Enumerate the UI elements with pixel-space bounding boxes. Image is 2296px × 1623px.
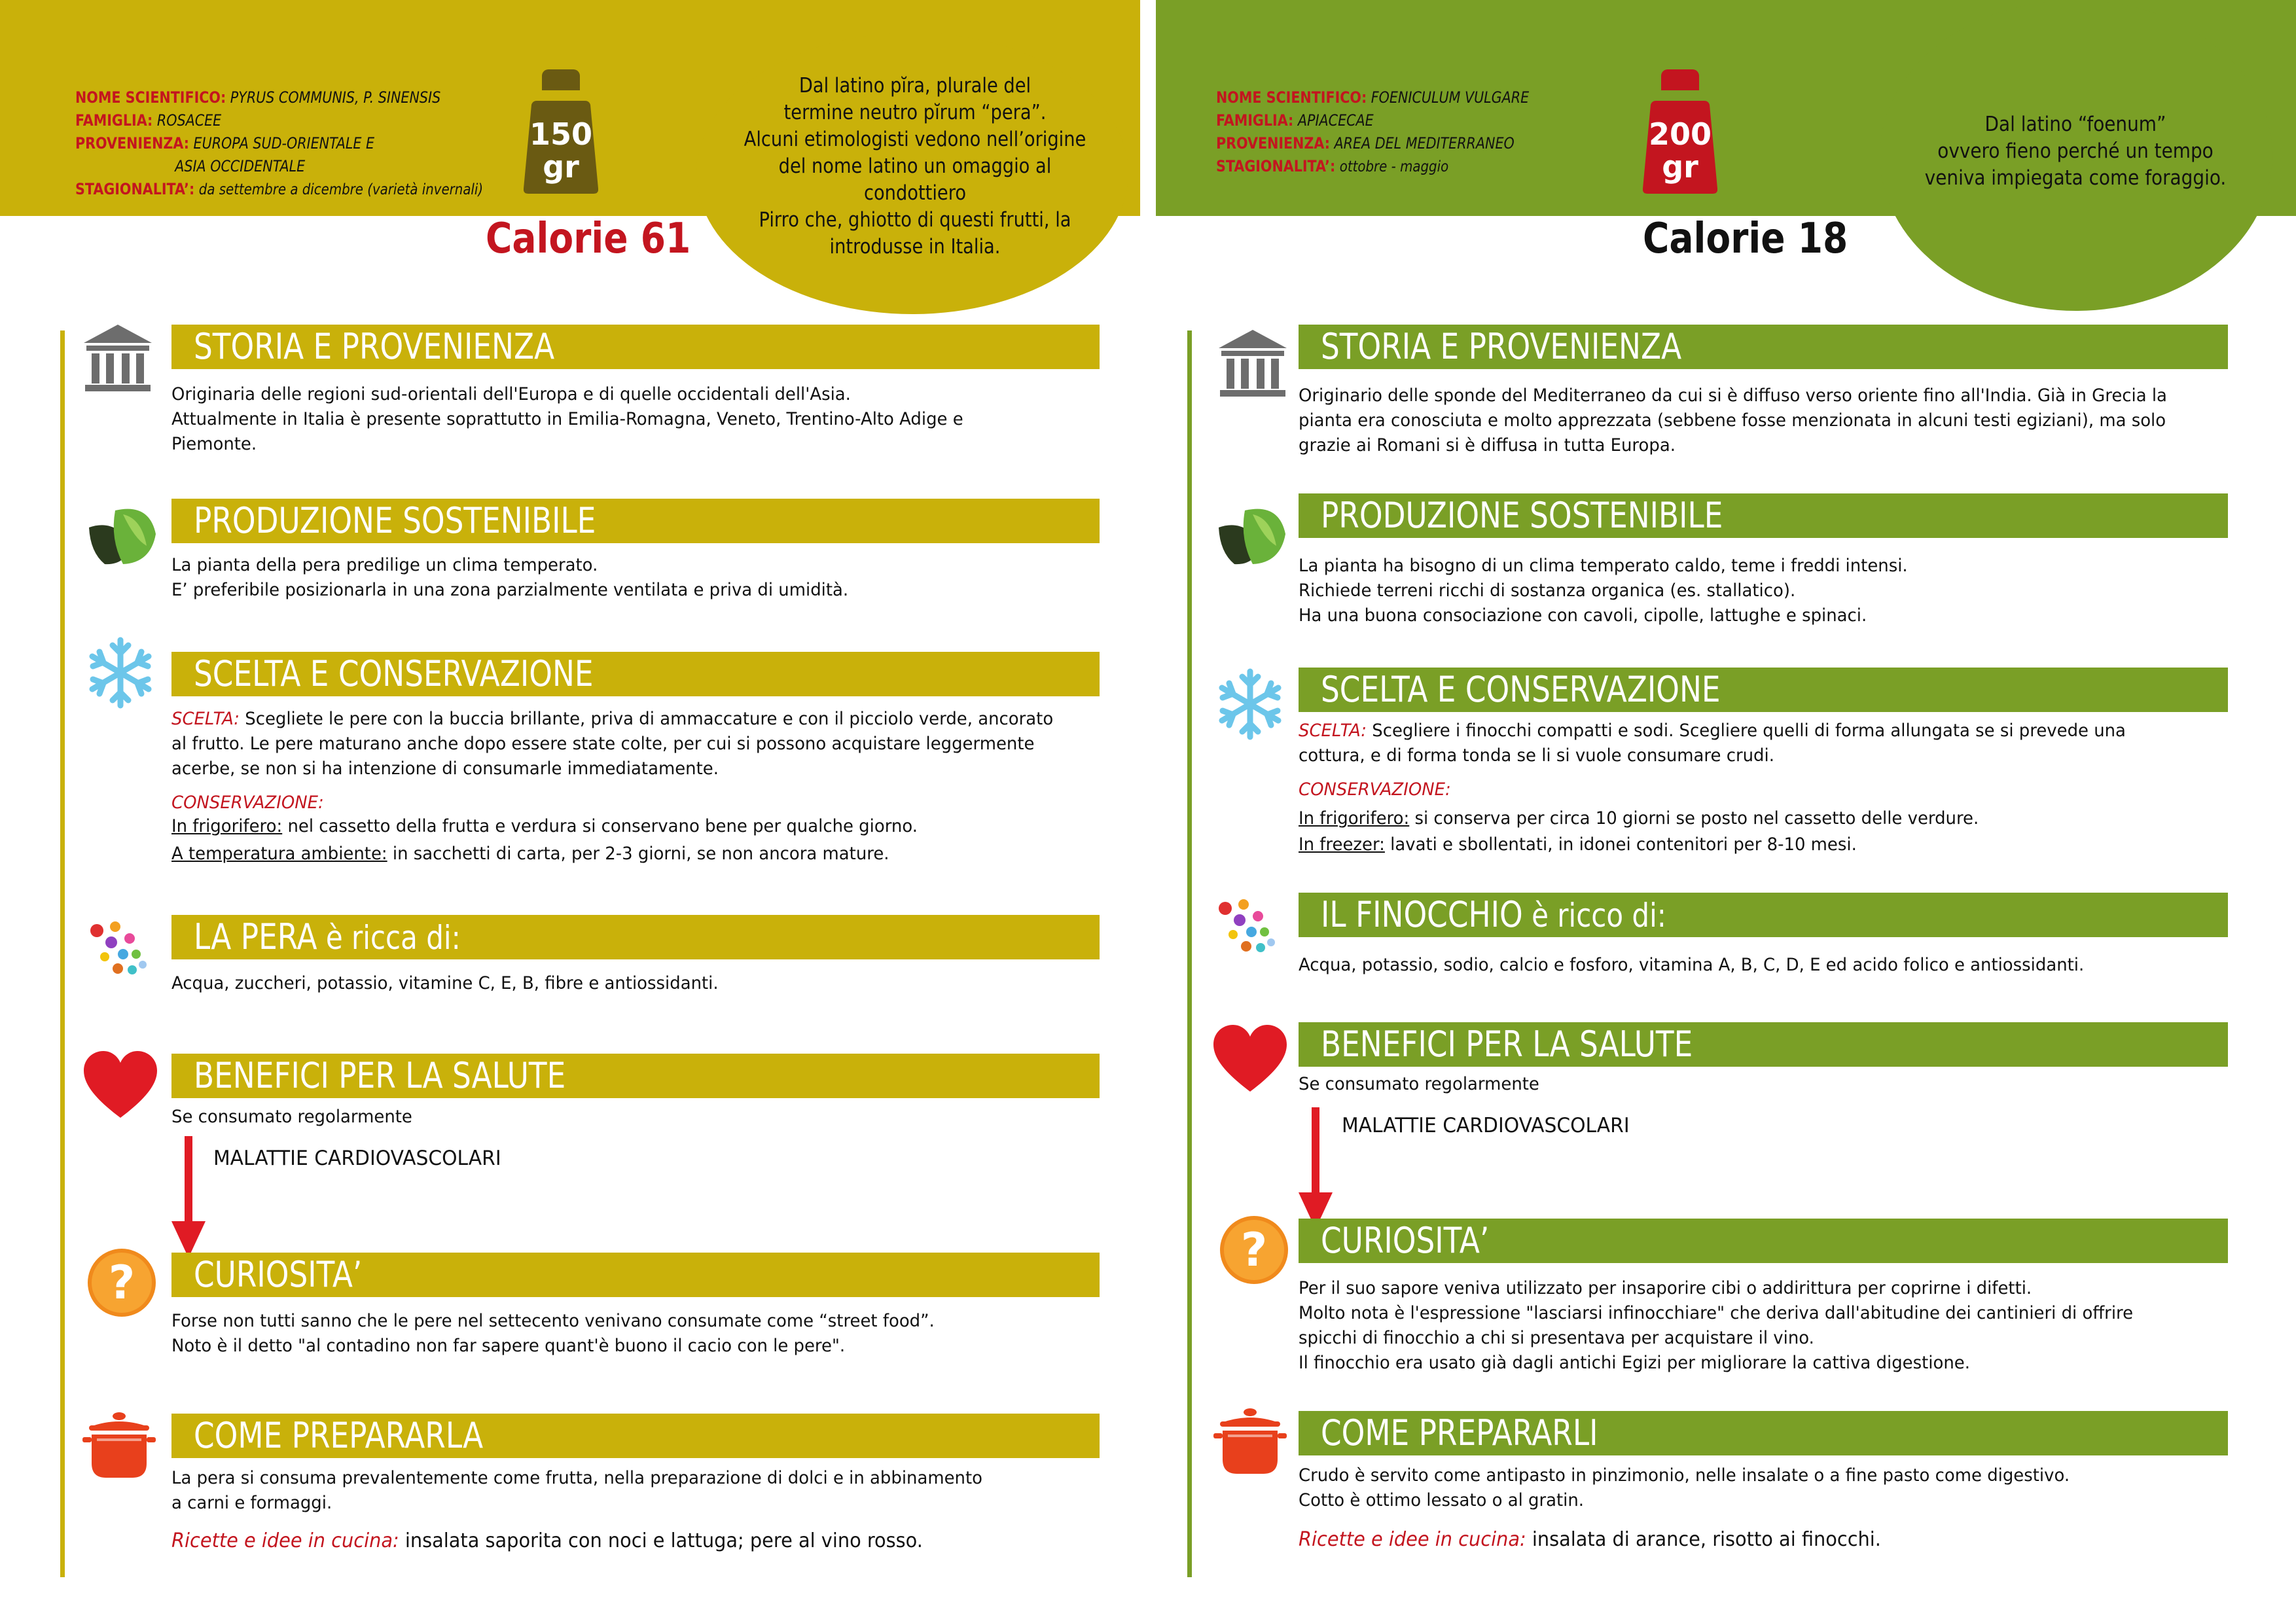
section-text-produzione: La pianta della pera predilige un clima temperato. E’ preferibile posizionarla in una zona parzialmente ventilata e priva di umidità. bbox=[171, 555, 849, 600]
weight-unit: gr bbox=[543, 149, 579, 185]
section-bar-benefici bbox=[171, 1054, 1100, 1098]
ricette-label: Ricette e idee in cucina: bbox=[171, 1529, 399, 1552]
section-text-ricca: Acqua, potassio, sodio, calcio e fosforo, vitamina A, B, C, D, E ed acido folico e antiossidanti. bbox=[1299, 955, 2085, 975]
leaves-icon bbox=[84, 495, 162, 573]
vitamins-icon bbox=[1213, 894, 1292, 972]
freezer-label: In freezer: bbox=[1299, 834, 1385, 855]
section-title-scelta: SCELTA E CONSERVAZIONE bbox=[194, 653, 594, 694]
section-text-benefici: Se consumato regolarmente bbox=[171, 1107, 412, 1127]
origin-value: EUROPA SUD-ORIENTALE E bbox=[193, 134, 375, 152]
section-bar-ricca bbox=[1299, 893, 2228, 937]
frigo-label: In frigorifero: bbox=[1299, 808, 1410, 829]
section-title-storia: STORIA E PROVENIENZA bbox=[1321, 326, 1682, 367]
family-value: ROSACEE bbox=[156, 111, 222, 130]
section-bar-scelta bbox=[1299, 668, 2228, 712]
season-label: STAGIONALITA’: bbox=[1216, 157, 1336, 175]
meta-block bbox=[75, 86, 483, 202]
conservazione-label: CONSERVAZIONE: bbox=[171, 793, 324, 813]
section-title-produzione: PRODUZIONE SOSTENIBILE bbox=[194, 500, 596, 541]
section-bar-preparare bbox=[1299, 1411, 2228, 1455]
frigo-text: nel cassetto della frutta e verdura si conservano bene per qualche giorno. bbox=[282, 816, 918, 836]
section-title-ricca bbox=[194, 916, 461, 959]
section-title-curiosita: CURIOSITA’ bbox=[194, 1254, 363, 1295]
frigo-label: In frigorifero: bbox=[171, 816, 283, 836]
section-bar-storia bbox=[171, 325, 1100, 369]
ambient-line bbox=[171, 842, 1064, 866]
leaves-icon bbox=[1213, 495, 1292, 573]
frigo-line bbox=[1299, 806, 2203, 831]
ricca-title-lower: è ricco di: bbox=[1522, 897, 1666, 935]
heart-icon bbox=[1211, 1021, 1289, 1099]
section-title-benefici: BENEFICI PER LA SALUTE bbox=[1321, 1024, 1693, 1065]
snowflake-icon bbox=[81, 633, 160, 712]
section-title-benefici: BENEFICI PER LA SALUTE bbox=[194, 1055, 566, 1096]
season-value: ottobre - maggio bbox=[1339, 158, 1449, 175]
question-icon bbox=[82, 1243, 161, 1322]
section-bar-curiosita bbox=[171, 1253, 1100, 1297]
scientific-name-value: PYRUS COMMUNIS, P. SINENSIS bbox=[230, 88, 441, 107]
fennel-sheet bbox=[1148, 0, 2296, 1623]
section-bar-produzione bbox=[171, 499, 1100, 543]
disease-label: MALATTIE CARDIOVASCOLARI bbox=[213, 1147, 501, 1170]
origin-value-2: ASIA OCCIDENTALE bbox=[175, 157, 306, 175]
section-text-preparare: La pera si consuma prevalentemente come frutta, nella preparazione di dolci e in abbinamento a carni e formaggi. bbox=[171, 1468, 982, 1513]
svg-text:?: ? bbox=[1240, 1223, 1268, 1277]
frigo-line bbox=[171, 814, 1064, 839]
svg-text:?: ? bbox=[108, 1256, 135, 1310]
section-bar-preparare bbox=[171, 1414, 1100, 1458]
calorie-title: Calorie 18 bbox=[1643, 215, 1848, 263]
vertical-rule bbox=[60, 330, 65, 1577]
section-title-curiosita: CURIOSITA’ bbox=[1321, 1220, 1490, 1261]
meta-block bbox=[1216, 86, 1529, 179]
season-value: da settembre a dicembre (varietà invernali) bbox=[198, 181, 484, 198]
scelta-label: SCELTA: bbox=[1299, 721, 1367, 741]
vertical-rule bbox=[1187, 330, 1192, 1577]
ricette-text: insalata di arance, risotto ai finocchi. bbox=[1526, 1528, 1881, 1551]
section-text-preparare: Crudo è servito come antipasto in pinzimonio, nelle insalate o a fine pasto come digestivo. Cotto è ottimo lessato o al gratin. bbox=[1299, 1465, 2070, 1510]
conservazione-block bbox=[171, 791, 1064, 815]
scientific-name-label: NOME SCIENTIFICO: bbox=[1216, 88, 1367, 107]
conservazione-label: CONSERVAZIONE: bbox=[1299, 779, 1451, 800]
ricette-label: Ricette e idee in cucina: bbox=[1299, 1528, 1526, 1551]
frigo-text: si conserva per circa 10 giorni se posto nel cassetto delle verdure. bbox=[1409, 808, 1979, 829]
section-bar-benefici bbox=[1299, 1022, 2228, 1067]
section-text-ricca: Acqua, zuccheri, potassio, vitamine C, E, B, fibre e antiossidanti. bbox=[171, 973, 719, 993]
weight-icon bbox=[524, 64, 598, 194]
section-bar-ricca bbox=[171, 915, 1100, 959]
ambient-text: in sacchetti di carta, per 2-3 giorni, se non ancora mature. bbox=[387, 844, 889, 864]
conservazione-block bbox=[1299, 777, 2203, 802]
origin-label: PROVENIENZA: bbox=[1216, 134, 1330, 152]
etymology-text: Dal latino pĭra, plurale del termine neutro pĭrum “pera”. Alcuni etimologisti vedono nell’origine del nome latino un omaggio al condottiero Pirro che, ghiotto di questi frutti, la introdusse in Italia. bbox=[744, 74, 1086, 259]
ambient-label: A temperatura ambiente: bbox=[171, 844, 387, 864]
family-label: FAMIGLIA: bbox=[1216, 111, 1294, 130]
heart-icon bbox=[81, 1047, 160, 1126]
section-title-ricca bbox=[1321, 894, 1666, 936]
ricca-title-upper: IL FINOCCHIO bbox=[1321, 894, 1523, 935]
weight-value: 150 bbox=[529, 116, 593, 152]
down-arrow-icon bbox=[169, 1136, 208, 1260]
section-text-storia: Originaria delle regioni sud-orientali dell'Europa e di quelle occidentali dell'Asia. Attualmente in Italia è presente soprattutto in Emilia-Romagna, Veneto, Trentino-Alto Adige e Piemonte. bbox=[171, 384, 963, 454]
scelta-text: Scegliere i finocchi compatti e sodi. Scegliere quelli di forma allungata se si prevede una cottura, e di forma tonda se li si vuole consumare crudi. bbox=[1299, 721, 2126, 766]
scientific-name-label: NOME SCIENTIFICO: bbox=[75, 88, 226, 107]
weight-icon bbox=[1643, 64, 1717, 194]
origin-value: AREA DEL MEDITERRANEO bbox=[1334, 134, 1515, 152]
section-bar-produzione bbox=[1299, 493, 2228, 538]
section-title-produzione: PRODUZIONE SOSTENIBILE bbox=[1321, 495, 1723, 536]
family-value: APIACECAE bbox=[1297, 111, 1374, 130]
section-text-produzione: La pianta ha bisogno di un clima temperato caldo, teme i freddi intensi. Richiede terreni ricchi di sostanza organica (es. stallatico). Ha una buona consociazione con cavoli, cipolle, lattughe e spinaci. bbox=[1299, 556, 1908, 626]
section-title-preparare: COME PREPARARLI bbox=[1321, 1412, 1598, 1454]
section-text-curiosita: Forse non tutti sanno che le pere nel settecento venivano consumate come “street food”. Noto è il detto "al contadino non far sapere quant'è buono il cacio con le pere". bbox=[171, 1311, 935, 1356]
ricca-title-upper: LA PERA bbox=[194, 916, 317, 957]
vitamins-icon bbox=[85, 916, 164, 995]
season-label: STAGIONALITA’: bbox=[75, 180, 195, 198]
ricette-line bbox=[1299, 1527, 2203, 1552]
family-label: FAMIGLIA: bbox=[75, 111, 153, 130]
museum-icon bbox=[79, 319, 157, 398]
section-bar-scelta bbox=[171, 652, 1100, 696]
section-bar-curiosita bbox=[1299, 1219, 2228, 1263]
snowflake-icon bbox=[1211, 665, 1289, 743]
museum-icon bbox=[1213, 325, 1292, 403]
weight-value: 200 bbox=[1648, 116, 1712, 152]
section-title-storia: STORIA E PROVENIENZA bbox=[194, 326, 555, 367]
down-arrow-icon bbox=[1296, 1107, 1335, 1232]
section-text-scelta bbox=[171, 707, 1064, 781]
disease-label: MALATTIE CARDIOVASCOLARI bbox=[1342, 1114, 1630, 1137]
freezer-text: lavati e sbollentati, in idonei contenitori per 8-10 mesi. bbox=[1384, 834, 1857, 855]
section-title-preparare: COME PREPARARLA bbox=[194, 1415, 484, 1456]
pot-icon bbox=[80, 1406, 158, 1484]
ricette-text: insalata saporita con noci e lattuga; pere al vino rosso. bbox=[399, 1529, 923, 1552]
scientific-name-value: FOENICULUM VULGARE bbox=[1371, 88, 1530, 107]
ricette-line bbox=[171, 1529, 1064, 1554]
section-text-storia: Originario delle sponde del Mediterraneo da cui si è diffuso verso oriente fino all'India. Già in Grecia la pianta era conosciuta e molto apprezzata (sebbene fosse menzionata in alcuni testi egiziani), ma solo grazie ai Romani si è diffusa in tutta Europa. bbox=[1299, 385, 2167, 455]
section-text-benefici: Se consumato regolarmente bbox=[1299, 1074, 1539, 1094]
pot-icon bbox=[1211, 1402, 1289, 1480]
section-title-scelta: SCELTA E CONSERVAZIONE bbox=[1321, 669, 1721, 710]
origin-label: PROVENIENZA: bbox=[75, 134, 189, 152]
section-text-scelta bbox=[1299, 719, 2203, 768]
weight-unit: gr bbox=[1662, 149, 1698, 185]
freezer-line bbox=[1299, 832, 2203, 857]
calorie-title: Calorie 61 bbox=[486, 215, 691, 263]
question-icon bbox=[1215, 1211, 1293, 1289]
ricca-title-lower: è ricca di: bbox=[317, 919, 461, 957]
section-bar-storia bbox=[1299, 325, 2228, 369]
section-text-curiosita: Per il suo sapore veniva utilizzato per insaporire cibi o addirittura per coprirne i difetti. Molto nota è l'espressione "lasciarsi infinocchiare" che deriva dall'abitudine dei cantinieri di offrire spicchi di finocchio a chi si presentava per acquistare il vino. Il finocchio era usato già dagli antichi Egizi per migliorare la cattiva digestione. bbox=[1299, 1278, 2134, 1373]
etymology-text: Dal latino “foenum” ovvero fieno perché un tempo veniva impiegata come foraggio. bbox=[1924, 113, 2227, 190]
scelta-label: SCELTA: bbox=[171, 709, 240, 729]
scelta-text: Scegliete le pere con la buccia brillante, priva di ammaccature e con il picciolo verde, ancorato al frutto. Le pere maturano anche dopo essere state colte, per cui si possono acquistare leggermente acerbe, se non si ha intenzione di consumarle immediatamente. bbox=[171, 709, 1054, 779]
